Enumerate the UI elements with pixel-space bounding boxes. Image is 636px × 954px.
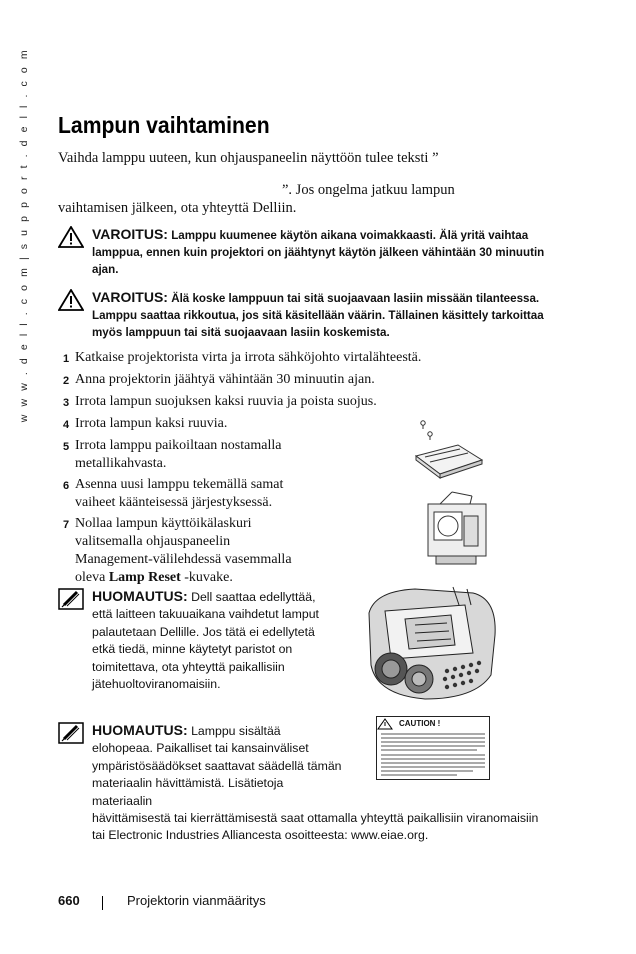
intro-paragraph (58, 149, 498, 217)
step-item: 3 Irrota lampun suojuksen kaksi ruuvia ja poista suojus. (63, 394, 377, 409)
warning-text: Älä koske lamppuun tai sitä suojaavaan lasiin missään tilanteessa. Lamppu saattaa rikkoutua, jos sitä käsitellään väärin. Tällainen käsittely tarkoittaa myös lamppuun tai sitä suojaavaan lasiin koskemista. (92, 292, 544, 339)
note-text: Lamppu sisältää elohopeaa. Paikalliset tai kansainväliset ympäristösäädökset saattavat säädellä tämän materiaalin hävittämistä. Lisätietoja materiaalin (92, 724, 342, 808)
intro-line-2: ”. Jos ongelma jatkuu lampun (282, 182, 455, 198)
note-1 (58, 588, 338, 693)
note-pencil-icon (58, 722, 84, 744)
warning-label: VAROITUS: (92, 289, 168, 305)
footer-divider (102, 896, 103, 910)
projector-figure (355, 583, 505, 705)
section-name: Projektorin vianmääritys (127, 893, 266, 908)
note-text: Dell saattaa edellyttää, että laitteen takuuaikana vaihdetut lamput palautetaan Dellille. Jos tätä ei edellytetä etkä tiedä, minne käytetyt paristot on toimitettava, ota yhteyttä paikallisiin jätehuoltoviranomaisiin. (92, 590, 319, 692)
note-2 (58, 722, 543, 845)
page-number: 660 (58, 893, 80, 908)
warning-triangle-icon (58, 289, 84, 311)
step-item: 6 Asenna uusi lamppu tekemällä samat vaiheet käänteisessä järjestyksessä. (63, 477, 284, 510)
caution-heading: CAUTION ! (399, 719, 441, 728)
warning-text: Lamppu kuumenee käytön aikana voimakkaasti. Älä yritä vaihtaa lamppua, ennen kuin projektori on jäähtynyt käytön jälkeen vähintään 30 minuutin ajan. (92, 229, 545, 276)
step-item: 2 Anna projektorin jäähtyä vähintään 30 minuutin ajan. (63, 372, 375, 387)
intro-line-3: vaihtamisen jälkeen, ota yhteyttä Delliin. (58, 200, 297, 216)
lamp-removal-figure (410, 412, 510, 584)
page-title: Lampun vaihtaminen (58, 112, 270, 138)
intro-line-1: Vaihda lamppu uuteen, kun ohjauspaneelin näyttöön tulee teksti ” (58, 150, 439, 166)
note-label: HUOMAUTUS: (92, 588, 188, 604)
warning-1 (58, 226, 553, 278)
warning-triangle-icon (58, 226, 84, 248)
step-item: 7 Nollaa lampun käyttöikälaskuri valitsemalla ohjauspaneelin Management-välilehdessä vasemmalla oleva Lamp Reset -kuvake. (63, 516, 292, 585)
note-label: HUOMAUTUS: (92, 722, 188, 738)
step-list (63, 349, 422, 590)
warning-label: VAROITUS: (92, 226, 168, 242)
step-item: 1 Katkaise projektorista virta ja irrota sähköjohto virtalähteestä. (63, 350, 422, 365)
side-url: w w w . d e l l . c o m | s u p p o r t . d e l l . c o m (18, 47, 31, 423)
warning-2 (58, 289, 553, 341)
note-pencil-icon (58, 588, 84, 610)
step-item: 4 Irrota lampun kaksi ruuvia. (63, 416, 228, 431)
note-text-continued: hävittämisestä tai kierrättämisestä saat ottamalla yhteyttä paikallisiin viranomaisiin tai Electronic Industries Alliancesta osoitteesta: www.eiae.org. (92, 811, 539, 843)
lamp-reset-label: Lamp Reset (108, 570, 181, 585)
step-item: 5 Irrota lamppu paikoiltaan nostamalla metallikahvasta. (63, 438, 282, 471)
